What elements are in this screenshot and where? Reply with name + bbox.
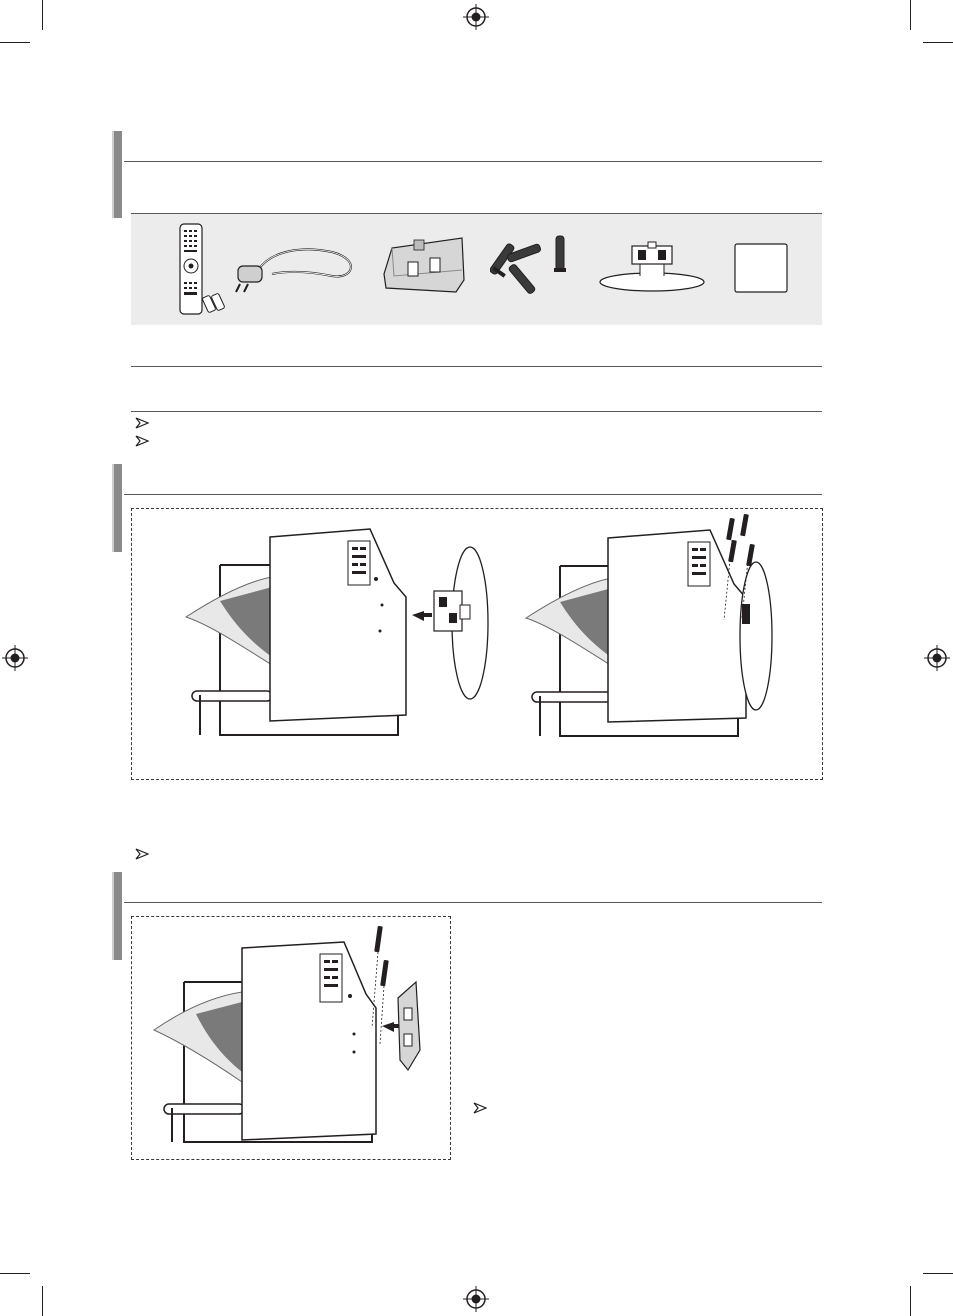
registration-mark-icon xyxy=(463,1286,489,1312)
stand-icon xyxy=(596,240,708,294)
screw-icon xyxy=(490,232,574,304)
section-rule xyxy=(124,902,822,903)
cover-bottom-icon xyxy=(378,232,470,298)
note-arrow-icon xyxy=(135,848,149,860)
crop-mark-bl-h xyxy=(0,1273,30,1274)
section-bar-stand xyxy=(112,464,122,552)
crop-mark-tl-h xyxy=(0,42,30,43)
crop-mark-br-h xyxy=(923,1273,953,1274)
note-arrow-icon xyxy=(473,1102,487,1114)
cover-attach-illustration xyxy=(150,922,440,1150)
table-rule-top xyxy=(131,366,822,367)
table-rule-bottom xyxy=(131,411,822,412)
power-cord-icon xyxy=(232,240,362,296)
note-arrow-icon xyxy=(135,435,149,447)
registration-mark-icon xyxy=(2,645,28,671)
section-bar-cover xyxy=(112,872,122,960)
section-rule xyxy=(124,494,822,495)
stand-screw-illustration xyxy=(520,510,820,746)
crop-mark-br-v xyxy=(910,1286,911,1316)
remote-control-icon xyxy=(176,222,232,318)
crop-mark-bl-v xyxy=(42,1286,43,1316)
section-bar-accessories xyxy=(112,131,122,218)
section-rule xyxy=(124,161,822,162)
cloth-icon xyxy=(730,240,792,296)
registration-mark-icon xyxy=(924,645,950,671)
note-arrow-icon xyxy=(135,417,149,429)
registration-mark-icon xyxy=(463,4,489,30)
stand-attach-illustration xyxy=(180,525,500,745)
crop-mark-tr-v xyxy=(910,0,911,30)
crop-mark-tl-v xyxy=(42,0,43,30)
crop-mark-tr-h xyxy=(923,42,953,43)
